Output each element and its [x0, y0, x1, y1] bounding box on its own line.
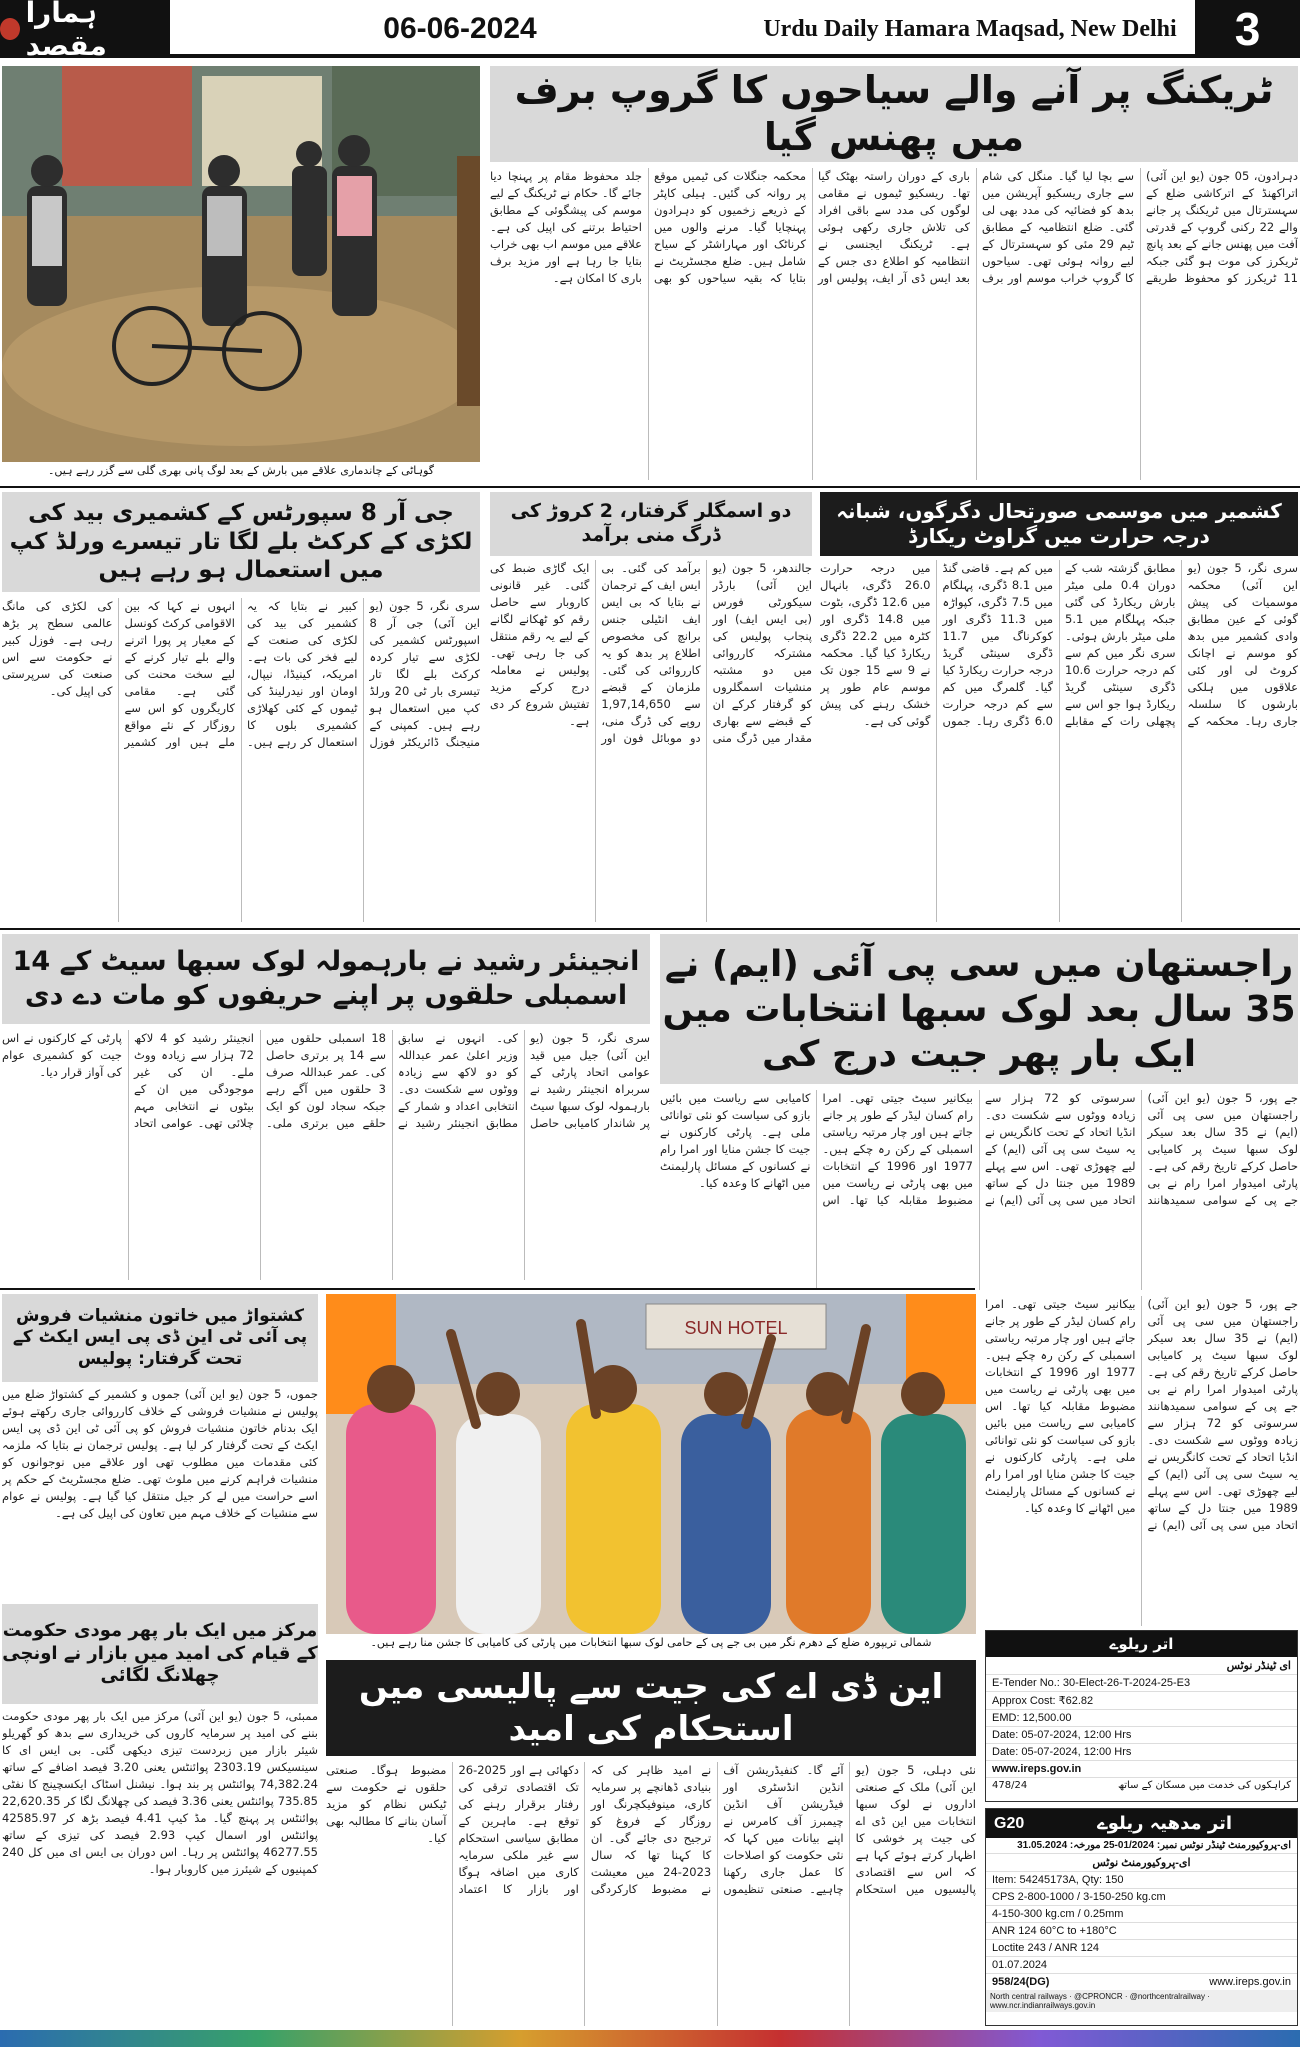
kashmir-weather-body: سری نگر، 5 جون (یو این آئی) محکمہ موسمیات کی پیش گوئی کے عین مطابق وادی کشمیر میں بدھ کو موسم نے اچانک کروٹ لی اور کئی علاقوں میں ہلکی بارشوں کا سلسلہ جاری رہا۔ محکمہ کے مطابق گزشتہ شب کے دوران 0.4 ملی میٹر بارش ریکارڈ کی گئی جبکہ پہلگام میں 5.1 ملی میٹر بارش ہوئی۔ سری نگر میں کم سے کم درجہ حرارت 10.6 ڈگری سینٹی گریڈ ریکارڈ ہوا جو اس سے پچھلی رات کے مقابلے میں کم ہے۔ قاضی گنڈ میں 8.1 ڈگری، پہلگام میں 7.5 ڈگری، کپواڑہ میں 11.3 ڈگری اور کوکرناگ میں 11.7 ڈگری سینٹی گریڈ درجہ حرارت ریکارڈ کیا گیا۔ گلمرگ میں کم سے کم درجہ حرارت 6.0 ڈگری رہا۔ جموں میں درجہ حرارت 26.0 ڈگری، بانہال میں 12.6 ڈگری، بٹوت میں 14.8 ڈگری اور کٹرہ میں 22.2 ڈگری ریکارڈ کیا گیا۔ محکمہ نے 9 سے 15 جون تک موسم عام طور پر خشک رہنے کی پیش گوئی کی ہے۔ — [820, 561, 1298, 728]
engineer-rashid-headline: انجینئر رشید نے بارہمولہ لوک سبھا سیٹ کے 14 اسمبلی حلقوں پر اپنے حریفوں کو مات دے دی — [2, 934, 650, 1024]
ad-tender-line: ای-پروکیورمنٹ ٹینڈر نوٹس نمبر: 01/2024-25 مورخہ: 31.05.2024 — [986, 1838, 1297, 1854]
cricket-bats-headline: جی آر 8 سپورٹس کے کشمیری بید کی لکڑی کے کرکٹ بلے لگا تار تیسرے ورلڈ کپ میں استعمال ہو رہے ہیں — [2, 492, 480, 592]
masthead — [0, 0, 1300, 62]
engineer-rashid-body: سری نگر، 5 جون (یو این آئی) جیل میں قید عوامی اتحاد پارٹی کے سربراہ انجینئر رشید نے بارہمولہ لوک سبھا سیٹ پر شاندار کامیابی حاصل کی۔ انہوں نے سابق وزیر اعلیٰ عمر عبداللہ کو دو لاکھ سے زیادہ ووٹوں سے شکست دی۔ انتخابی اعداد و شمار کے مطابق انجینئر رشید نے 18 اسمبلی حلقوں میں سے 14 پر برتری حاصل کی۔ عمر عبداللہ صرف 3 حلقوں میں آگے رہے جبکہ سجاد لون کو ایک حلقے میں برتری ملی۔ انجینئر رشید کو 4 لاکھ 72 ہزار سے زیادہ ووٹ ملے۔ ان کی غیر موجودگی میں ان کے بیٹوں نے انتخابی مہم چلائی تھی۔ عوامی اتحاد پارٹی کے کارکنوں نے اس جیت کو کشمیری عوام کی آواز قرار دیا۔ — [2, 1031, 650, 1130]
sign-text: SUN HOTEL — [684, 1318, 788, 1338]
flood-photo — [2, 66, 480, 462]
cricket-bats-body: سری نگر، 5 جون (یو این آئی) جی آر 8 اسپورٹس کشمیر کی لکڑی سے تیار کردہ کرکٹ بلے لگا تار تیسری بار ٹی 20 ورلڈ کپ میں استعمال ہو رہے ہیں۔ کمپنی کے منیجنگ ڈائریکٹر فوزل کبیر نے بتایا کہ یہ کشمیر کی بید کی لکڑی کی صنعت کے لیے فخر کی بات ہے۔ امریکہ، کینیڈا، نیپال، اومان اور نیدرلینڈ کی ٹیموں کے کئی کھلاڑی کشمیری بلوں کا استعمال کر رہے ہیں۔ انہوں نے کہا کہ بین الاقوامی کرکٹ کونسل کے معیار پر پورا اترنے والے بلے تیار کرنے کے لیے سخت محنت کی گئی ہے۔ مقامی کاریگروں کو اس سے روزگار کے نئے مواقع ملے ہیں اور کشمیر کی لکڑی کی مانگ عالمی سطح پر بڑھ رہی ہے۔ فوزل کبیر نے حکومت سے اس صنعت کی سرپرستی کی اپیل کی۔ — [2, 599, 480, 749]
ad-subtitle: ای-پروکیورمنٹ نوٹس — [986, 1854, 1297, 1872]
rajasthan-cpm-body-continued: جے پور، 5 جون (یو این آئی) راجستھان میں سی پی آئی (ایم) نے 35 سال بعد سیکر لوک سبھا سیٹ پر کامیابی حاصل کرکے تاریخ رقم کی ہے۔ پارٹی امیدوار امرا رام نے بی جے پی کے سوامی سمیدھانند سرسوتی کو 72 ہزار سے زیادہ ووٹوں سے شکست دی۔ انڈیا اتحاد کے تحت کانگریس نے یہ سیٹ سی پی آئی (ایم) کے لیے چھوڑی تھی۔ اس سے پہلے 1989 میں جنتا دل کے ساتھ اتحاد میں سی پی آئی (ایم) نے بیکانیر سیٹ جیتی تھی۔ امرا رام کسان لیڈر کے طور پر جانے جاتے ہیں اور چار مرتبہ ریاستی اسمبلی کے رکن رہ چکے ہیں۔ 1977 اور 1996 کے انتخابات میں بھی پارٹی نے ریاست میں مضبوط مقابلہ کیا تھا۔ اس کامیابی سے ریاست میں بائیں بازو کی سیاست کو نئی توانائی ملی ہے۔ پارٹی کارکنوں نے جیت کا جشن منایا اور امرا رام نے کسانوں کے مسائل پارلیمنٹ میں اٹھانے کا وعدہ کیا۔ — [985, 1297, 1298, 1532]
ad-line: Item: 54245173A, Qty: 150 — [986, 1872, 1297, 1889]
kishtwar-arrest-headline: کشتواڑ میں خاتون منشیات فروش پی آئی ٹی این ڈی پی ایس ایکٹ کے تحت گرفتار: پولیس — [2, 1294, 318, 1382]
rajasthan-cpm-body: جے پور، 5 جون (یو این آئی) راجستھان میں سی پی آئی (ایم) نے 35 سال بعد سیکر لوک سبھا سیٹ پر کامیابی حاصل کرکے تاریخ رقم کی ہے۔ پارٹی امیدوار امرا رام نے بی جے پی کے سوامی سمیدھانند سرسوتی کو 72 ہزار سے زیادہ ووٹوں سے شکست دی۔ انڈیا اتحاد کے تحت کانگریس نے یہ سیٹ سی پی آئی (ایم) کے لیے چھوڑی تھی۔ اس سے پہلے 1989 میں جنتا دل کے ساتھ اتحاد میں سی پی آئی (ایم) نے بیکانیر سیٹ جیتی تھی۔ امرا رام کسان لیڈر کے طور پر جانے جاتے ہیں اور چار مرتبہ ریاستی اسمبلی کے رکن رہ چکے ہیں۔ 1977 اور 1996 کے انتخابات میں بھی پارٹی نے ریاست میں مضبوط مقابلہ کیا تھا۔ اس کامیابی سے ریاست میں بائیں بازو کی سیاست کو نئی توانائی ملی ہے۔ پارٹی کارکنوں نے جیت کا جشن منایا اور امرا رام نے کسانوں کے مسائل پارلیمنٹ میں اٹھانے کا وعدہ کیا۔ — [660, 1091, 1298, 1207]
ad-line: 4-150-300 kg.cm / 0.25mm — [986, 1906, 1297, 1923]
ad-line: 01.07.2024 — [986, 1957, 1297, 1974]
newspaper-logo — [0, 0, 170, 62]
rajasthan-cpm-headline: راجستھان میں سی پی آئی (ایم) نے 35 سال بعد لوک سبھا انتخابات میں ایک بار پھر جیت درج کی — [660, 934, 1298, 1084]
ad-code: 478/24 — [992, 1780, 1028, 1791]
issue-date: 06-06-2024 — [383, 12, 537, 45]
nda-policy-body: نئی دہلی، 5 جون (یو این آئی) ملک کے صنعتی اداروں نے لوک سبھا انتخابات میں این ڈی اے کی جیت پر خوشی کا اظہار کرتے ہوئے کہا ہے کہ اس سے اقتصادی پالیسیوں میں استحکام آئے گا۔ کنفیڈریشن آف انڈین انڈسٹری اور فیڈریشن آف انڈین چیمبرز آف کامرس نے اپنے بیانات میں کہا کہ نئی حکومت کو اصلاحات کا عمل جاری رکھنا چاہیے۔ صنعتی تنظیموں نے امید ظاہر کی کہ بنیادی ڈھانچے پر سرمایہ کاری، مینوفیکچرنگ اور روزگار کے فروغ کو ترجیح دی جائے گی۔ ان کا کہنا تھا کہ سال 2023-24 میں معیشت نے مضبوط کارکردگی دکھائی ہے اور 2025-26 تک اقتصادی ترقی کی رفتار برقرار رہنے کی توقع ہے۔ ماہرین کے مطابق سیاسی استحکام سے غیر ملکی سرمایہ کاری میں اضافہ ہوگا اور بازار کا اعتماد مضبوط ہوگا۔ صنعتی حلقوں نے حکومت سے ٹیکس نظام کو مزید آسان بنانے کا مطالبہ بھی کیا۔ — [326, 1763, 976, 1896]
ad-title: اتر ریلوے — [986, 1631, 1297, 1657]
drug-smuggler-body: جالندھر، 5 جون (یو این آئی) بارڈر سیکورٹی فورس (بی ایس ایف) اور پنجاب پولیس کی مشترکہ کارروائی میں دو مشتبہ منشیات اسمگلروں کو گرفتار کرکے ان کے قبضے سے بھاری مقدار میں ڈرگ منی برآمد کی گئی۔ بی ایس ایف کے ترجمان نے بتایا کہ بی ایس ایف انٹیلی جنس برانچ کی مخصوص اطلاع پر بدھ کو یہ کارروائی کی گئی۔ ملزمان کے قبضے سے 1,97,14,650 روپے کی ڈرگ منی، دو موبائل فون اور ایک گاڑی ضبط کی گئی۔ غیر قانونی کاروبار سے حاصل رقم کو ٹھکانے لگانے کے لیے یہ رقم منتقل کی جا رہی تھی۔ پولیس نے معاملہ درج کرکے مزید تفتیش شروع کر دی ہے۔ — [490, 561, 812, 745]
g20-logo: G20 — [994, 1814, 1025, 1832]
ad-title: اتر مدھیہ ریلوے — [1032, 1809, 1297, 1838]
rally-photo — [326, 1294, 976, 1634]
ad-code: 958/24(DG) — [992, 1976, 1050, 1988]
ad-footer: کراہکوں کی خدمت میں مسکان کے ساتھ — [1117, 1780, 1291, 1791]
ad-line: Loctite 243 / ANR 124 — [986, 1940, 1297, 1957]
market-hope-body: ممبئی، 5 جون (یو این آئی) مرکز میں ایک بار پھر مودی حکومت بننے کی امید پر سرمایہ کاروں کی خریداری سے بدھ کو گھریلو شیئر بازار میں زبردست تیزی دیکھی گئی۔ بی ایس ای کا سینسیکس 2303.19 پوائنٹس یعنی 3.20 فیصد اضافے کے ساتھ 74,382.24 پوائنٹس پر بند ہوا۔ نیشنل اسٹاک ایکسچینج کا نفٹی 735.85 پوائنٹس یعنی 3.36 فیصد کی چھلانگ لگا کر 22,620.35 پوائنٹس پر پہنچ گیا۔ مڈ کیپ 4.41 فیصد بڑھ کر 42585.97 پوائنٹس اور اسمال کیپ 2.93 فیصد کی تیزی کے ساتھ 46277.55 پوائنٹس پر رہا۔ اس دوران بی ایس ای میں کل 240 کمپنیوں کے شیئرز میں کاروبار ہوا۔ — [2, 1709, 318, 1876]
railway-tender-ad — [985, 1630, 1298, 1802]
ad-link[interactable]: www.ireps.gov.in — [1209, 1976, 1291, 1988]
logo-emblem-icon — [0, 18, 20, 40]
trekking-body: دہرادون، 05 جون (یو این آئی) اتراکھنڈ کے اترکاشی ضلع کے سہسترتال میں ٹریکنگ پر جانے والے 22 رکنی گروپ کے قدرتی آفت میں پھنس جانے کے بعد پانچ ٹریکرز کی موت ہو گئی جبکہ 11 ٹریکرز کو محفوظ طریقے سے بچا لیا گیا۔ منگل کی شام سے جاری ریسکیو آپریشن میں بدھ کو فضائیہ کی مدد بھی لی گئی۔ ضلع انتظامیہ کے مطابق ٹیم 29 مئی کو سہسترتال کے لیے روانہ ہوئی تھی۔ سیاحوں کا گروپ خراب موسم اور برف باری کے دوران راستہ بھٹک گیا تھا۔ ریسکیو ٹیموں نے مقامی لوگوں کی مدد سے باقی افراد کی تلاش جاری رکھی ہوئی ہے۔ ٹریکنگ ایجنسی نے انتظامیہ کو اطلاع دی جس کے بعد ایس ڈی آر ایف، پولیس اور محکمہ جنگلات کی ٹیمیں موقع پر روانہ کی گئیں۔ ہیلی کاپٹر کے ذریعے زخمیوں کو دہرادون پہنچایا گیا۔ مرنے والوں میں کرناٹک اور مہاراشٹر کے سیاح شامل ہیں۔ ضلع مجسٹریٹ نے بتایا کہ بقیہ سیاحوں کو بھی جلد محفوظ مقام پر پہنچا دیا جائے گا۔ حکام نے ٹریکنگ کے لیے موسم کی پیشگوئی کے مطابق احتیاط برتنے کی اپیل کی ہے۔ علاقے میں موسم اب بھی خراب بتایا جا رہا ہے اور مزید برف باری کا امکان ہے۔ — [490, 169, 1298, 285]
page-number: 3 — [1195, 0, 1300, 58]
ad-line: E-Tender No.: 30-Elect-26-T-2024-25-E3 — [986, 1675, 1297, 1692]
drug-smuggler-headline: دو اسمگلر گرفتار، 2 کروڑ کی ڈرگ منی برآمد — [490, 492, 812, 556]
trekking-headline: ٹریکنگ پر آنے والے سیاحوں کا گروپ برف میں پھنس گیا — [490, 66, 1298, 162]
section-divider — [0, 486, 1300, 488]
ncr-tender-ad — [985, 1808, 1298, 2026]
section-divider — [0, 1288, 975, 1290]
section-divider — [0, 928, 1300, 930]
ad-line: Approx Cost: ₹62.82 — [986, 1692, 1297, 1710]
ad-line: ANR 124 60°C to +180°C — [986, 1923, 1297, 1940]
footer-color-strip — [0, 2030, 1300, 2047]
flood-photo-illustration — [2, 66, 480, 462]
ad-line: Date: 05-07-2024, 12:00 Hrs — [986, 1727, 1297, 1744]
ad-line: EMD: 12,500.00 — [986, 1710, 1297, 1727]
market-hope-headline: مرکز میں ایک بار پھر مودی حکومت کے قیام کی امید میں بازار نے اونچی چھلانگ لگائی — [2, 1604, 318, 1704]
ad-line: CPS 2-800-1000 / 3-150-250 kg.cm — [986, 1889, 1297, 1906]
ad-link[interactable]: www.ireps.gov.in — [986, 1761, 1297, 1778]
kishtwar-arrest-body: جموں، 5 جون (یو این آئی) جموں و کشمیر کے کشتواڑ ضلع میں پولیس نے منشیات فروشی کے خلاف کارروائی جاری رکھتے ہوئے ایک بدنام خاتون منشیات فروش کو پی آئی ٹی این ڈی پی ایس ایکٹ کے تحت گرفتار کر لیا ہے۔ پولیس ترجمان نے بتایا کہ ملزمہ کئی مقدمات میں مطلوب تھی اور علاقے میں نوجوانوں کو منشیات فراہم کرنے میں ملوث تھی۔ ضلع مجسٹریٹ کے حکم پر اسے حراست میں لے کر جیل منتقل کیا گیا ہے۔ پولیس نے عوام سے منشیات کے خلاف مہم میں تعاون کی اپیل کی ہے۔ — [2, 1387, 318, 1520]
flood-photo-caption: گوہاٹی کے چاندماری علاقے میں بارش کے بعد لوگ پانی بھری گلی سے گزر رہے ہیں۔ — [47, 464, 435, 477]
nda-policy-headline: این ڈی اے کی جیت سے پالیسی میں استحکام کی امید — [326, 1660, 976, 1756]
ad-social-strip: North central railways · @CPRONCR · @northcentralrailway · www.ncr.indianrailways.gov.in — [986, 1990, 1297, 2012]
rally-photo-illustration — [326, 1294, 976, 1634]
rally-photo-caption: شمالی تریپورہ ضلع کے دھرم نگر میں بی جے پی کے حامی لوک سبھا انتخابات میں پارٹی کی کامیابی کا جشن منا رہے ہیں۔ — [370, 1636, 932, 1649]
logo-text: ہمارا مقصد — [25, 0, 107, 62]
kashmir-weather-headline: کشمیر میں موسمی صورتحال دگرگوں، شبانہ درجہ حرارت میں گراوٹ ریکارڈ — [820, 492, 1298, 556]
ad-subtitle: ای ٹینڈر نوٹس — [986, 1657, 1297, 1675]
ad-line: Date: 05-07-2024, 12:00 Hrs — [986, 1744, 1297, 1761]
paper-name: Urdu Daily Hamara Maqsad, New Delhi — [763, 15, 1177, 42]
